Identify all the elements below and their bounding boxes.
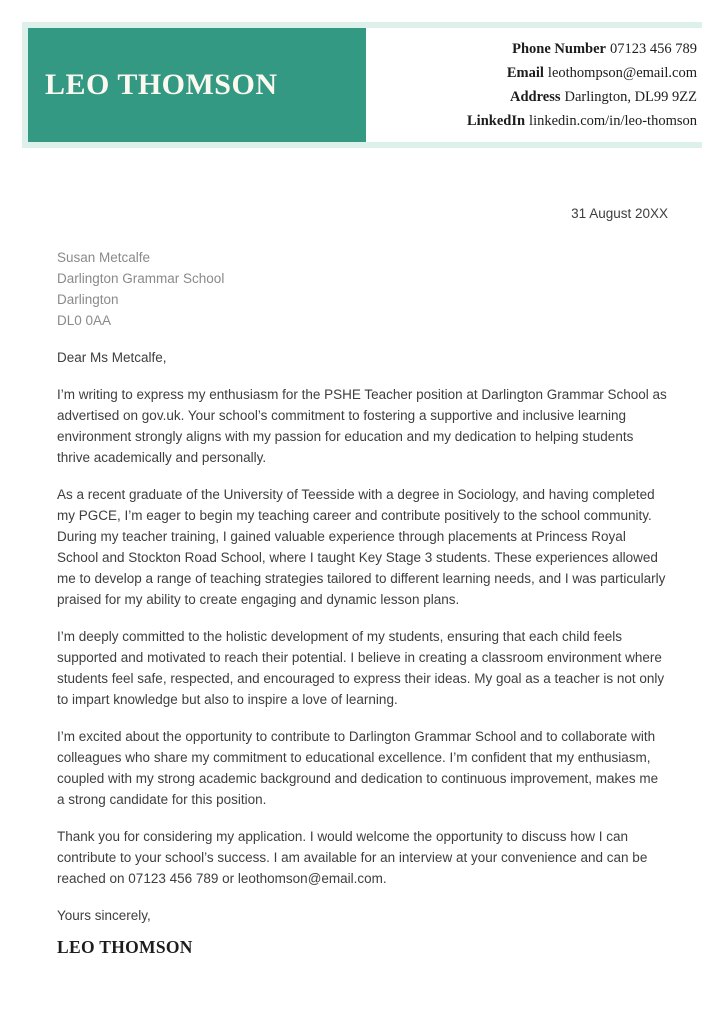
- contact-phone: [366, 37, 697, 61]
- contact-address-label: Address: [510, 89, 561, 105]
- paragraph-experience: As a recent graduate of the University of Teesside with a degree in Sociology, and having completed my PGCE, I’m eager to begin my teaching career and contribute positively to the school community. During my teacher training, I gained valuable experience through placements at Princess Royal School and Stockton Road School, where I taught Key Stage 3 students. These experiences allowed me to develop a range of teaching strategies tailored to different learning needs, and I was particularly praised for my ability to create engaging and dynamic lesson plans.: [57, 487, 666, 607]
- recipient-organisation: Darlington Grammar School: [57, 271, 225, 286]
- paragraph-thanks: Thank you for considering my application. I would welcome the opportunity to discuss how I can contribute to your school’s success. I am available for an interview at your convenience and can be reached on 07123 456 789 or leothomson@email.com.: [57, 829, 648, 886]
- paragraph-philosophy: I’m deeply committed to the holistic development of my students, ensuring that each child feels supported and motivated to reach their potential. I believe in creating a classroom environment where students feel safe, respected, and encouraged to express their ideas. My goal as a teacher is not only to impart knowledge but also to inspire a love of learning.: [57, 629, 665, 707]
- contact-email-label: Email: [506, 65, 544, 81]
- paragraph-introduction: I’m writing to express my enthusiasm for the PSHE Teacher position at Darlington Grammar School as advertised on gov.uk. Your school’s commitment to fostering a supportive and inclusive learning environment strongly aligns with my passion for education and my dedication to helping students thrive academically and personally.: [57, 387, 667, 465]
- contact-address-value: Darlington, DL99 9ZZ: [564, 89, 697, 105]
- contact-email: [366, 61, 697, 85]
- recipient-block: [57, 247, 668, 331]
- recipient-name: Susan Metcalfe: [57, 250, 151, 265]
- letter-date: 31 August 20XX: [571, 206, 668, 221]
- recipient-city: Darlington: [57, 292, 119, 307]
- contact-linkedin: [366, 109, 697, 133]
- contact-info: [366, 28, 702, 142]
- contact-email-value: leothompson@email.com: [547, 65, 697, 81]
- name-box: [28, 28, 366, 142]
- header-name: LEO THOMSON: [45, 68, 278, 101]
- contact-phone-label: Phone Number: [512, 41, 606, 57]
- salutation: Dear Ms Metcalfe,: [57, 350, 167, 365]
- paragraph-motivation: I’m excited about the opportunity to contribute to Darlington Grammar School and to collaborate with colleagues who share my commitment to educational excellence. I’m confident that my enthusiasm, coupled with my strong academic background and dedication to continuous improvement, makes me a strong candidate for this position.: [57, 729, 659, 807]
- closing: Yours sincerely,: [57, 908, 151, 923]
- letter-body: [57, 148, 668, 958]
- contact-phone-value: 07123 456 789: [610, 41, 697, 57]
- contact-linkedin-label: LinkedIn: [467, 113, 526, 129]
- header-band: [22, 22, 702, 148]
- contact-linkedin-value: linkedin.com/in/leo-thomson: [529, 113, 697, 129]
- signature-name: LEO THOMSON: [57, 937, 193, 957]
- recipient-postcode: DL0 0AA: [57, 313, 112, 328]
- contact-address: [366, 85, 697, 109]
